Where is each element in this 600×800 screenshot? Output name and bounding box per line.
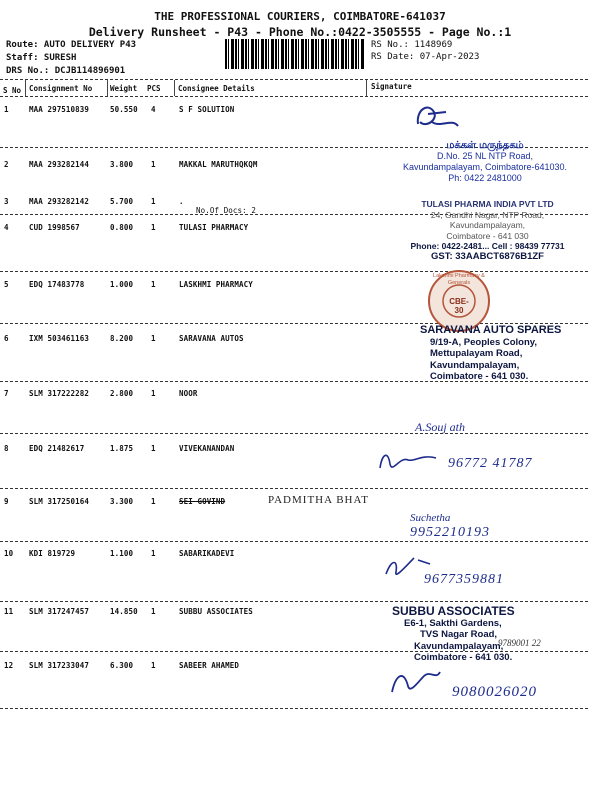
col-header-signature: Signature	[371, 82, 412, 91]
barcode	[225, 39, 365, 69]
row-weight: 1.875	[110, 444, 134, 453]
row-consignee: SABARIKADEVI	[179, 549, 235, 558]
row-weight: 3.800	[110, 160, 134, 169]
row-consignee: MAKKAL MARUTHQKQM	[179, 160, 258, 169]
col-header-consignment: Consignment No	[29, 84, 93, 93]
rs-number: RS No.: 1148969	[371, 40, 453, 50]
row-sno: 3	[4, 197, 9, 206]
row-consignment-no: SLM 317250164	[29, 497, 89, 506]
row-sno: 7	[4, 389, 9, 398]
col-header-weight: Weight	[110, 84, 138, 93]
row-pcs: 1	[151, 661, 156, 670]
row-consignee: SUBBU ASSOCIATES	[179, 607, 253, 616]
row-consignment-no: EDQ 21482617	[29, 444, 85, 453]
row-weight: 14.850	[110, 607, 138, 616]
row-sno: 12	[4, 661, 14, 670]
row-consignee: S F SOLUTION	[179, 105, 235, 114]
row-sno: 1	[4, 105, 9, 114]
row-weight: 6.300	[110, 661, 134, 670]
row-consignment-no: SLM 317233047	[29, 661, 89, 670]
row-sno: 2	[4, 160, 9, 169]
row-sno: 4	[4, 223, 9, 232]
col-divider	[25, 80, 26, 96]
stamp-saravana: SARAVANA AUTO SPARES 9/19-A, Peoples Colony, Mettupalayam Road, Kavundampalayam, Coimbatore - 641 030.	[420, 324, 562, 382]
row-consignee: LASKHMI PHARMACY	[179, 280, 253, 289]
row-weight: 1.000	[110, 280, 134, 289]
row-consignee: SARAVANA AUTOS	[179, 334, 244, 343]
handwriting-row9-correction: PADMITHA BHAT	[268, 494, 369, 506]
row-consignment-no: MAA 297510839	[29, 105, 89, 114]
row-separator	[0, 541, 588, 542]
header-rule-bottom	[0, 96, 588, 97]
row-pcs: 1	[151, 280, 156, 289]
row-separator	[0, 488, 588, 489]
row-consignee: NOOR	[179, 389, 198, 398]
row-consignee: .	[179, 197, 184, 206]
row-consignment-no: MAA 293282142	[29, 197, 89, 206]
drs-number: DRS No.: DCJB114896901	[6, 66, 126, 76]
row-consignee: VIVEKANANDAN	[179, 444, 235, 453]
row-consignment-no: SLM 317247457	[29, 607, 89, 616]
row-consignment-no: EDQ 17483778	[29, 280, 85, 289]
row-separator	[0, 601, 588, 602]
row-pcs: 1	[151, 607, 156, 616]
row-consignee: SABEER AHAMED	[179, 661, 239, 670]
staff-label: Staff: SURESH	[6, 53, 77, 63]
stamp-lakshmi-code: CBE-30	[449, 297, 469, 315]
row-pcs: 1	[151, 223, 156, 232]
row-sno: 11	[4, 607, 14, 616]
row-separator	[0, 433, 588, 434]
company-title: THE PROFESSIONAL COURIERS, COIMBATORE-641037	[154, 10, 446, 23]
col-divider	[174, 80, 175, 96]
col-divider	[107, 80, 108, 96]
row-weight: 5.700	[110, 197, 134, 206]
handwriting-row10-phone: 9677359881	[424, 572, 504, 587]
row-sno: 6	[4, 334, 9, 343]
signature-row8	[374, 446, 444, 478]
row-sno: 10	[4, 549, 14, 558]
rs-date: RS Date: 07-Apr-2023	[371, 52, 480, 62]
runsheet-title: Delivery Runsheet - P43 - Phone No.:0422-3505555 - Page No.:1	[88, 25, 512, 39]
stamp-tulasi: TULASI PHARMA INDIA PVT LTD 24, Gandhi Nagar, NTP Road, Kavundampalayam, Coimbatore - 641 030 Phone: 0422-2481... Cell : 98439 77731 GST: 33AABCT6876B1ZF	[410, 199, 565, 262]
signature-row1	[410, 98, 470, 138]
row-consignment-no: CUD 1998567	[29, 223, 80, 232]
row-consignment-no: KDI 819729	[29, 549, 76, 558]
row-weight: 8.200	[110, 334, 134, 343]
stamp-makkal: மக்கள் மருந்தகம் D.No. 25 NL NTP Road, Kavundampalayam, Coimbatore-641030. Ph: 0422 2481000	[402, 140, 568, 183]
signature-row12	[378, 662, 448, 702]
row-weight: 0.800	[110, 223, 134, 232]
row-consignment-no: SLM 317222282	[29, 389, 89, 398]
col-header-sno: S No	[3, 86, 22, 95]
handwriting-row9-phone: 9952210193	[410, 525, 490, 540]
header-rule-top	[0, 79, 588, 80]
row-pcs: 1	[151, 334, 156, 343]
col-header-consignee: Consignee Details	[178, 84, 255, 93]
row-pcs: 1	[151, 549, 156, 558]
handwriting-row11-phone: 9789001 22	[498, 638, 541, 648]
handwriting-row8-phone: 96772 41787	[448, 456, 533, 471]
row-consignment-no: IXM 503461163	[29, 334, 89, 343]
row-consignee: TULASI PHARMACY	[179, 223, 249, 232]
handwriting-row12-phone: 9080026020	[452, 684, 537, 700]
row-sno: 5	[4, 280, 9, 289]
col-divider	[366, 80, 367, 96]
handwriting-row8-name: A.Souj ath	[415, 420, 465, 434]
route-label: Route: AUTO DELIVERY P43	[6, 40, 137, 50]
stamp-lakshmi-name: Lakshmi Pharmacy & Generals	[433, 273, 485, 286]
row-weight: 2.800	[110, 389, 134, 398]
row-weight: 50.550	[110, 105, 138, 114]
row-sno: 8	[4, 444, 9, 453]
row-consignee: SEI GOVIND	[179, 497, 226, 506]
row-pcs: 1	[151, 444, 156, 453]
col-header-pcs: PCS	[147, 84, 161, 93]
row-pcs: 1	[151, 197, 156, 206]
row-pcs: 4	[151, 105, 156, 114]
row-note: No.Of Docs: 2	[196, 206, 256, 215]
row-pcs: 1	[151, 389, 156, 398]
row-weight: 3.300	[110, 497, 134, 506]
row-separator	[0, 708, 588, 709]
row-consignment-no: MAA 293282144	[29, 160, 89, 169]
row-pcs: 1	[151, 160, 156, 169]
handwriting-row9-sign: Suchetha	[410, 512, 451, 524]
row-pcs: 1	[151, 497, 156, 506]
stamp-subbu: SUBBU ASSOCIATES E6-1, Sakthi Gardens, TVS Nagar Road, Kavundampalayam, Coimbatore - 641 030.	[392, 604, 515, 663]
row-separator	[0, 271, 588, 272]
row-sno: 9	[4, 497, 9, 506]
row-weight: 1.100	[110, 549, 134, 558]
